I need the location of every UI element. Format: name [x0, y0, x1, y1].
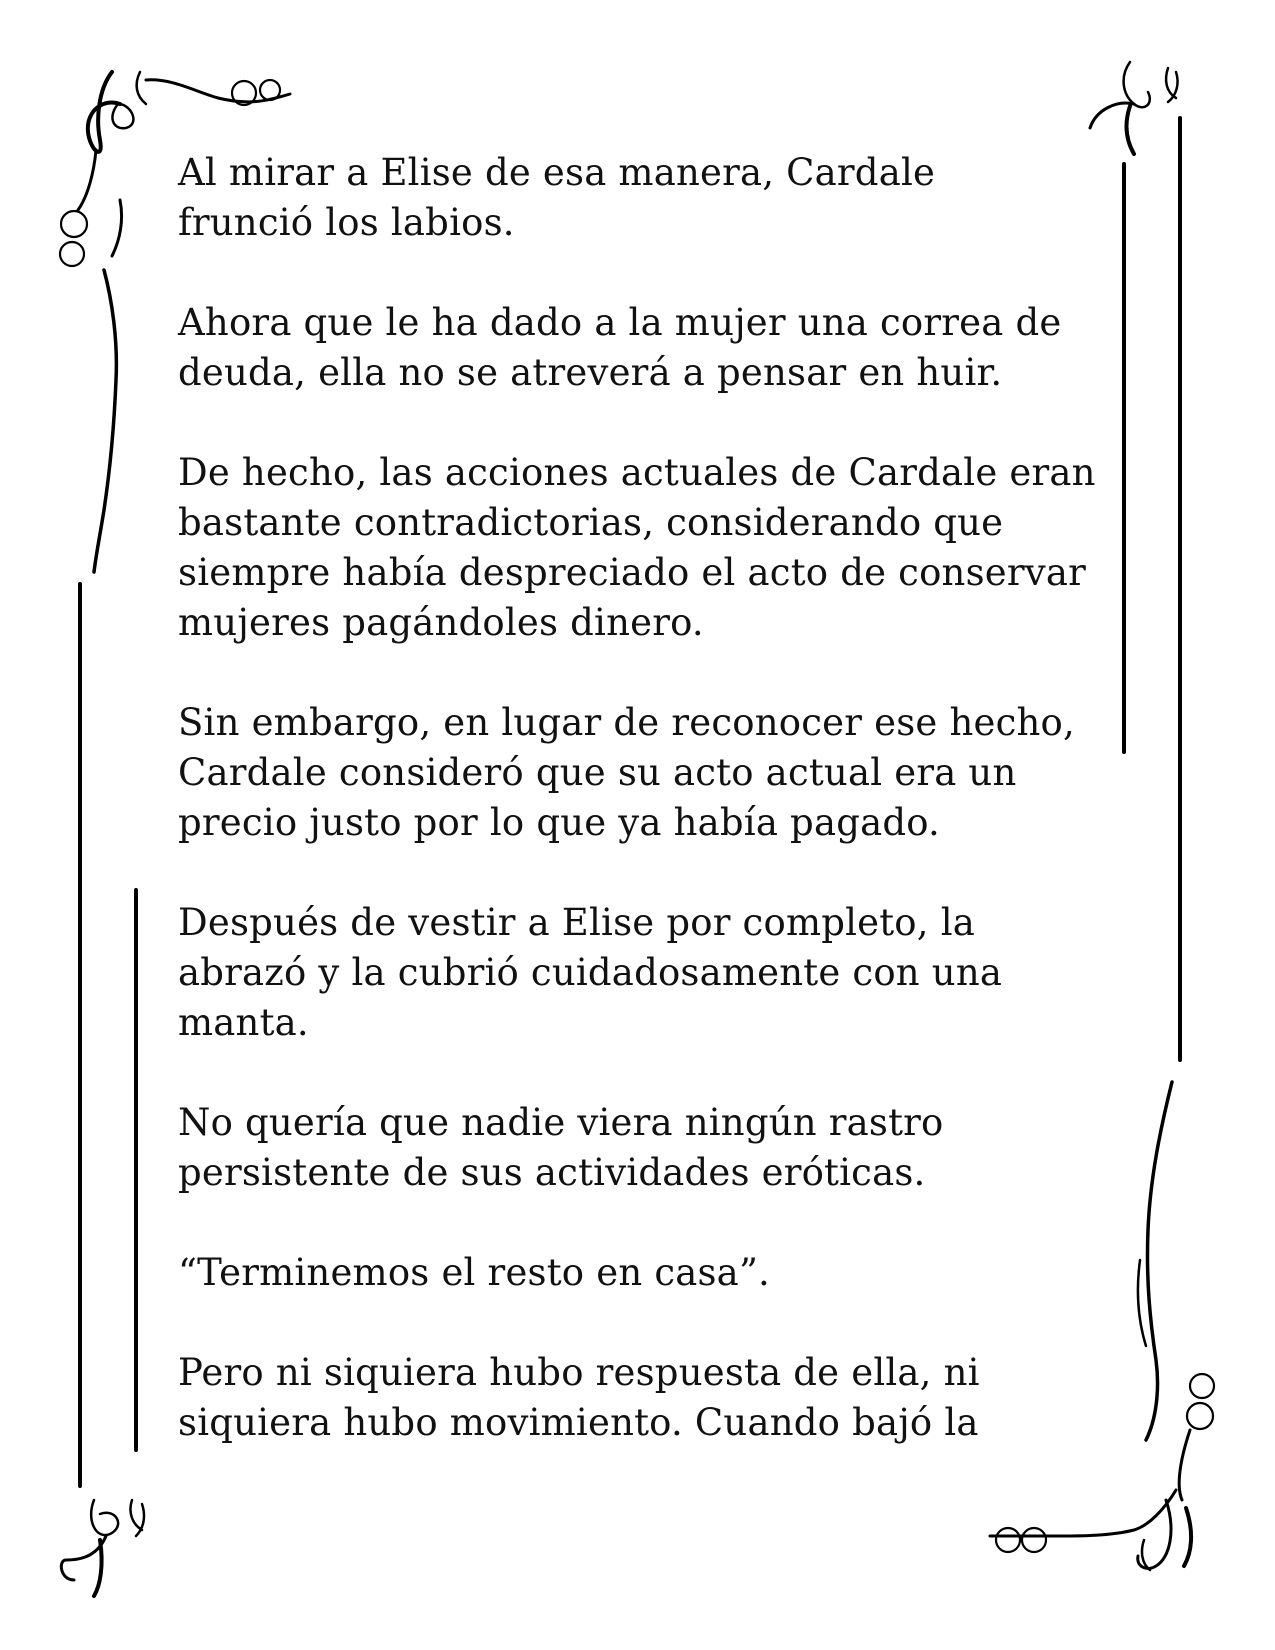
body-text: [178, 148, 1108, 1498]
paragraph-7: “Terminemos el resto en casa”.: [178, 1251, 771, 1294]
paragraph-6: No quería que nadie viera ningún rastro persistente de sus actividades eróticas.: [178, 1101, 944, 1194]
paragraph-2: Ahora que le ha dado a la mujer una correa de deuda, ella no se atreverá a pensar en huir.: [178, 301, 1062, 394]
top-right-flourish-icon: [1090, 62, 1178, 154]
paragraph-4: Sin embargo, en lugar de reconocer ese hecho, Cardale consideró que su acto actual era un precio justo por lo que ya había pagado.: [178, 701, 1075, 844]
paragraph-3: De hecho, las acciones actuales de Cardale eran bastante contradictorias, considerando que siempre había despreciado el acto de conservar mujeres pagándoles dinero.: [178, 451, 1096, 644]
bottom-left-flourish-icon: [61, 1500, 144, 1596]
paragraph-8: Pero ni siquiera hubo respuesta de ella, ni siquiera hubo movimiento. Cuando bajó la: [178, 1351, 980, 1444]
paragraph-1: Al mirar a Elise de esa manera, Cardale frunció los labios.: [178, 151, 936, 244]
paragraph-5: Después de vestir a Elise por completo, la abrazó y la cubrió cuidadosamente con una manta.: [178, 901, 1003, 1044]
